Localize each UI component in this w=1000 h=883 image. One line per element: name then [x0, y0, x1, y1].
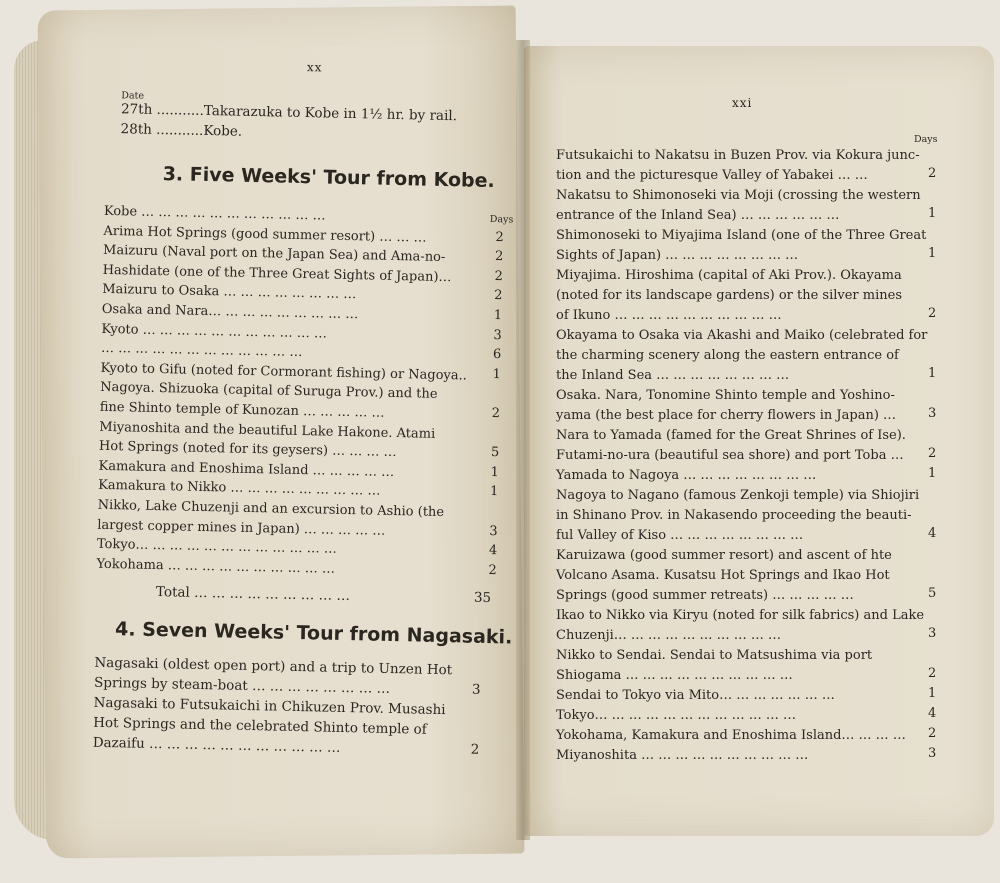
entry-days: 2 — [494, 249, 504, 265]
days-label: Days — [914, 134, 938, 145]
entry-days: 1 — [928, 686, 937, 701]
entry-text: of Ikuno … … … … … … … … … … — [556, 308, 782, 323]
entry-days: 2 — [495, 229, 504, 245]
entry-days: 2 — [491, 406, 501, 422]
entry-text: Yokohama … … … … … … … … … … — [96, 556, 336, 577]
entry-text: yama (the best place for cherry flowers in Japan) … — [556, 408, 897, 423]
entry-text: Karuizawa (good summer resort) and ascent of hte — [556, 548, 892, 563]
entry-text: Miyanoshita and the beautiful Lake Hakone. Atami — [99, 419, 436, 442]
entry-text: Miyanoshita … … … … … … … … … … — [556, 748, 809, 763]
entry-text: entrance of the Inland Sea) … … … … … … — [556, 208, 840, 223]
entry-text: Nikko, Lake Chuzenji and an excursion to Ashio (the — [97, 497, 445, 521]
entry-text: Ikao to Nikko via Kiryu (noted for silk fabrics) and Lake — [556, 608, 925, 623]
entry-text: in Shinano Prov. in Nakasendo proceeding the beauti- — [556, 508, 912, 523]
total-label: Total … … … … … … … … … — [155, 584, 351, 605]
entry-days: 2 — [488, 562, 497, 578]
entry-text: Shimonoseki to Miyajima Island (one of the Three Great — [556, 228, 927, 243]
entry-text: Yamada to Nagoya … … … … … … … … — [556, 468, 817, 483]
entry-days: 2 — [928, 446, 937, 461]
entry-text: largest copper mines in Japan) … … … … … — [97, 517, 386, 539]
entry-text: Nagoya to Nagano (famous Zenkoji temple) via Shiojiri — [556, 488, 920, 503]
entry-text: Hot Springs (noted for its geysers) … … … … — [98, 438, 397, 461]
entry-text: Osaka. Nara, Tonomine Shinto temple and Yoshino- — [556, 388, 895, 403]
entry-text: Arima Hot Springs (good summer resort) … … … — [103, 223, 427, 246]
entry-text: Miyajima. Hiroshima (capital of Aki Prov.). Okayama — [556, 268, 902, 283]
date-label: Date — [121, 90, 145, 102]
entry-text: Springs (good summer retreats) … … … … … — [556, 588, 854, 603]
entry-text: tion and the picturesque Valley of Yabakei … … — [556, 168, 868, 183]
entry-text: Tokyo… … … … … … … … … … … … — [96, 536, 338, 557]
entry-text: Yokohama, Kamakura and Enoshima Island… … … … — [556, 728, 906, 743]
entry-days: 2 — [494, 288, 503, 304]
entry-days: 5 — [928, 586, 937, 601]
entry-text: (noted for its landscape gardens) or the silver mines — [556, 288, 903, 303]
entry-text: Sights of Japan) … … … … … … … … — [556, 248, 799, 263]
entry-text: Kyoto … … … … … … … … … … … — [101, 321, 328, 342]
right-page-number: xxi — [732, 96, 753, 110]
entry-text: fine Shinto temple of Kunozan … … … … … — [99, 399, 385, 421]
entry-text: Nagasaki to Futsukaichi in Chikuzen Prov. Musashi — [93, 694, 446, 719]
section-heading-3: 3. Five Weeks' Tour from Kobe. — [162, 163, 495, 193]
entry-text: Kamakura and Enoshima Island … … … … … — [98, 458, 395, 480]
entry-text: Shiogama … … … … … … … … … … — [556, 668, 793, 683]
entry-text: Nagoya. Shizuoka (capital of Suruga Prov.) and the — [100, 380, 438, 403]
entry-text: … … … … … … … … … … … … — [100, 341, 303, 361]
entry-text: Hashidate (one of the Three Great Sights of Japan)… — [102, 262, 452, 285]
entry-text: Kyoto to Gifu (noted for Cormorant fishing) or Nagoya.. — [100, 360, 468, 384]
entry-text: Dazaifu … … … … … … … … … … … — [92, 734, 341, 756]
total-value: 35 — [473, 589, 492, 607]
entry-text: Nagasaki (oldest open port) and a trip to Unzen Hot — [94, 654, 453, 679]
entry-text: Okayama to Osaka via Akashi and Maiko (celebrated for — [556, 328, 928, 343]
entry-text: Maizuru to Osaka … … … … … … … … — [102, 282, 357, 303]
entry-text: Chuzenji… … … … … … … … … … — [556, 628, 781, 643]
entry-days: 1 — [928, 366, 937, 381]
entry-days: 3 — [928, 746, 937, 761]
entry-days: 4 — [928, 526, 937, 541]
entry-text: Nakatsu to Shimonoseki via Moji (crossing the western — [556, 188, 921, 203]
entry-days: 2 — [494, 268, 504, 285]
entry-days: 1 — [489, 484, 499, 500]
entry-text: Nara to Yamada (famed for the Great Shrines of Ise). — [556, 428, 906, 443]
entry-days: 1 — [928, 246, 937, 261]
entry-days: 1 — [928, 206, 937, 221]
entry-days: 2 — [928, 306, 937, 321]
entry-days: 3 — [489, 523, 498, 539]
entry-days: 1 — [493, 308, 503, 324]
entry-text: Sendai to Tokyo via Mito… … … … … … … — [556, 688, 835, 703]
left-page-number: xx — [306, 60, 323, 75]
entry-days: 1 — [492, 366, 502, 382]
entry-days: 3 — [493, 327, 502, 343]
entry-days: 3 — [928, 626, 937, 641]
entry-days: 4 — [928, 706, 937, 721]
entry-text: Kobe … … … … … … … … … … … — [103, 203, 326, 224]
days-label: Days — [489, 213, 514, 226]
entry-text: Hot Springs and the celebrated Shinto temple of — [93, 714, 427, 738]
entry-days: 6 — [492, 347, 502, 363]
entry-days: 5 — [490, 445, 500, 461]
date-row: 27th ...........Takarazuka to Kobe in 1½ hr. by rail. — [120, 101, 458, 125]
entry-days: 3 — [471, 681, 481, 698]
entry-days: 4 — [488, 543, 498, 559]
section-heading-4: 4. Seven Weeks' Tour from Nagasaki. — [114, 618, 513, 649]
entry-days: 1 — [490, 464, 499, 480]
entry-text: ful Valley of Kiso … … … … … … … … — [556, 528, 804, 543]
date-row: 28th ...........Kobe. — [120, 121, 243, 140]
entry-days: 2 — [928, 166, 937, 181]
entry-text: Volcano Asama. Kusatsu Hot Springs and Ikao Hot — [556, 568, 890, 583]
entry-days: 2 — [928, 726, 937, 741]
entry-text: Kamakura to Nikko … … … … … … … … … — [98, 478, 381, 500]
entry-text: Nikko to Sendai. Sendai to Matsushima via port — [556, 648, 873, 663]
entry-text: Maizuru (Naval port on the Japan Sea) and Ama-no- — [102, 243, 446, 266]
entry-days: 1 — [928, 466, 937, 481]
entry-text: Tokyo… … … … … … … … … … … … — [556, 708, 796, 723]
entry-text: Futami-no-ura (beautiful sea shore) and port Toba … — [556, 448, 904, 463]
entry-text: the Inland Sea … … … … … … … … — [556, 368, 790, 383]
entry-text: Springs by steam-boat … … … … … … … … — [93, 674, 391, 697]
entry-days: 3 — [928, 406, 937, 421]
entry-text: Osaka and Nara… … … … … … … … … — [101, 301, 359, 323]
entry-text: the charming scenery along the eastern entrance of — [556, 348, 899, 363]
entry-days: 2 — [470, 741, 480, 758]
entry-days: 2 — [928, 666, 937, 681]
entry-text: Futsukaichi to Nakatsu in Buzen Prov. via Kokura junc- — [556, 148, 920, 163]
